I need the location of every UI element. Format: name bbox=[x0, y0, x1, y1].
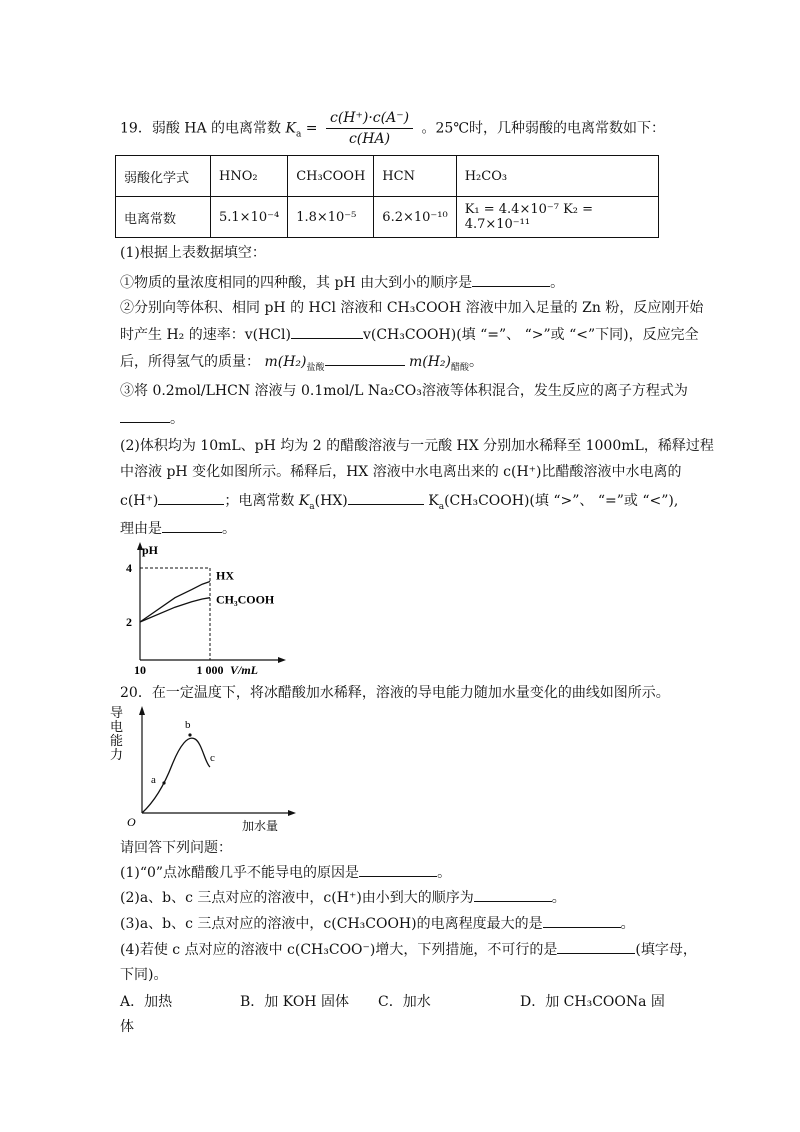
answer-blank[interactable] bbox=[348, 490, 424, 505]
series-label: HX bbox=[216, 568, 234, 583]
answer-blank[interactable] bbox=[557, 939, 635, 954]
punct: 。 bbox=[170, 411, 184, 427]
x-axis-label: 加水量 bbox=[241, 819, 278, 833]
point-b-marker bbox=[188, 733, 191, 736]
ka-numerator: c(H⁺)·c(A⁻) bbox=[326, 108, 413, 129]
q20-intro: 20．在一定温度下，将冰醋酸加水稀释，溶液的导电能力随加水量变化的曲线如图所示。 bbox=[120, 685, 670, 701]
q19-intro-text: 19．弱酸 HA 的电离常数 bbox=[120, 120, 282, 137]
table-cell: 6.2×10⁻¹⁰ bbox=[374, 197, 456, 238]
q20-part2 bbox=[120, 887, 566, 908]
ka-symbol: K bbox=[285, 120, 296, 137]
table-cell: 1.8×10⁻⁵ bbox=[288, 197, 374, 238]
series-line-ch3cooh bbox=[140, 598, 210, 622]
answer-blank[interactable] bbox=[158, 490, 224, 505]
table-cell: HNO₂ bbox=[211, 156, 288, 197]
table-row bbox=[116, 156, 659, 197]
q20-options bbox=[120, 992, 665, 1012]
x-axis-label: V/mL bbox=[230, 663, 259, 675]
table-cell: 弱酸化学式 bbox=[116, 156, 211, 197]
q19-intro bbox=[120, 108, 665, 149]
answer-blank[interactable] bbox=[359, 862, 437, 877]
q20-part4-line2: 下同)。 bbox=[120, 967, 168, 983]
equals-sign: = bbox=[305, 120, 318, 137]
y-axis-label: pH bbox=[142, 543, 159, 557]
answer-blank[interactable] bbox=[291, 324, 363, 339]
option-d-wrap: 体 bbox=[120, 1019, 134, 1035]
answer-blank[interactable] bbox=[474, 887, 552, 902]
option-b[interactable]: B．加 KOH 固体 bbox=[240, 994, 349, 1010]
q20-ask: 请回答下列问题： bbox=[120, 840, 232, 856]
ph-dilution-chart bbox=[110, 540, 290, 675]
mass-h2-hcl: m(H₂) bbox=[264, 354, 307, 370]
y-axis-arrow bbox=[139, 706, 145, 715]
sub-ch3cooh: 醋酸 bbox=[450, 362, 469, 373]
punct: 。 bbox=[469, 354, 483, 370]
table-cell: CH₃COOH bbox=[288, 156, 374, 197]
q19-part2-line4 bbox=[120, 518, 236, 539]
q19-part1-b-line3 bbox=[120, 351, 483, 378]
q19-part1-b-text-3: 后，所得氢气的质量： bbox=[120, 354, 260, 370]
q20-part3-text: (3)a、b、c 三点对应的溶液中，c(CH₃COOH)的电离程度最大的是 bbox=[120, 916, 543, 932]
q20-part2-text: (2)a、b、c 三点对应的溶液中，c(H⁺)由小到大的顺序为 bbox=[120, 890, 474, 906]
q19-part1-b-text: 时产生 H₂ 的速率：v(HCl) bbox=[120, 327, 291, 343]
q19-part1-b-text-2: v(CH₃COOH)(填 “=”、 “>”或 “<”下同)，反应完全 bbox=[362, 327, 699, 343]
answer-blank[interactable] bbox=[120, 408, 170, 423]
ionization-constant-table bbox=[115, 155, 659, 238]
point-a-label: a bbox=[151, 774, 156, 786]
ka-fraction bbox=[326, 108, 413, 149]
q19-part1-heading: (1)根据上表数据填空： bbox=[120, 245, 266, 261]
q20-part4-line1 bbox=[120, 939, 697, 960]
punct: 。 bbox=[551, 890, 566, 906]
y-tick-label: 2 bbox=[126, 615, 132, 629]
table-cell: HCN bbox=[374, 156, 456, 197]
q19-part1-c-line2 bbox=[120, 408, 184, 429]
x-tick-label: 10 bbox=[134, 663, 146, 675]
sub-hcl: 盐酸 bbox=[306, 362, 325, 373]
series-line-hx bbox=[140, 582, 210, 623]
q19-part1-b-line1: ②分别向等体积、相同 pH 的 HCl 溶液和 CH₃COOH 溶液中加入足量的 Zn 粉，反应刚开始 bbox=[120, 300, 704, 316]
q20-part3 bbox=[120, 913, 635, 934]
q19-part2-line2: 中溶液 pH 变化如图所示。稀释后，HX 溶液中水电离出来的 c(H⁺)比醋酸溶液中水电离的 bbox=[120, 464, 682, 480]
table-row bbox=[116, 197, 659, 238]
y-axis-label-char: 电 bbox=[110, 719, 124, 734]
ka-denominator: c(HA) bbox=[348, 131, 391, 147]
table-cell: 5.1×10⁻⁴ bbox=[211, 197, 288, 238]
answer-blank[interactable] bbox=[543, 913, 621, 928]
q19-part1-a bbox=[120, 272, 564, 293]
y-tick-label: 4 bbox=[126, 561, 132, 575]
x-tick-label: 1 000 bbox=[196, 663, 224, 675]
option-a[interactable]: A．加热 bbox=[120, 994, 173, 1010]
q20-part4-text-2: (填字母， bbox=[635, 942, 697, 958]
punct: 。 bbox=[550, 275, 565, 291]
y-axis-label-char: 力 bbox=[110, 747, 124, 762]
y-axis-label-char: 能 bbox=[110, 733, 124, 748]
q19-part2-line3: c(H⁺) ；电离常数 $K_a(HX)$ $K_a(CH_3COOH)$(填 “>”、 “=”或 “<”), bbox=[120, 490, 678, 517]
answer-blank[interactable] bbox=[325, 351, 405, 366]
q20-part4-text: (4)若使 c 点对应的溶液中 c(CH₃COO⁻)增大，下列措施，不可行的是 bbox=[120, 942, 558, 958]
q20-part1-text: (1)“0”点冰醋酸几乎不能导电的原因是 bbox=[120, 865, 360, 881]
y-axis-label-char: 导 bbox=[110, 705, 124, 720]
punct: 。 bbox=[620, 916, 635, 932]
q19-part1-b-line2 bbox=[120, 324, 699, 345]
q19-part1-a-text: ①物质的量浓度相同的四种酸，其 pH 由大到小的顺序是 bbox=[120, 275, 473, 291]
option-d[interactable]: D．加 CH₃COONa 固 bbox=[520, 994, 665, 1010]
punct: 。 bbox=[437, 865, 452, 881]
table-cell: K₁ = 4.4×10⁻⁷ K₂ = 4.7×10⁻¹¹ bbox=[456, 197, 658, 238]
option-c[interactable]: C．加水 bbox=[378, 994, 431, 1010]
y-axis-label bbox=[110, 705, 123, 762]
q19-part2-reason: 理由是 bbox=[120, 521, 162, 537]
x-axis-arrow bbox=[278, 657, 286, 663]
table-cell: 电离常数 bbox=[116, 197, 211, 238]
table-cell: H₂CO₃ bbox=[456, 156, 658, 197]
q19-part2-line1: (2)体积均为 10mL、pH 均为 2 的醋酸溶液与一元酸 HX 分别加水稀释至 1000mL，稀释过程 bbox=[120, 438, 714, 454]
point-c-label: c bbox=[210, 752, 215, 764]
point-a-marker bbox=[162, 781, 165, 784]
answer-blank[interactable] bbox=[472, 272, 550, 287]
x-axis-arrow bbox=[288, 810, 296, 816]
series-label: CH₃COOH bbox=[216, 592, 275, 607]
q20-part1 bbox=[120, 862, 451, 883]
q19-part2-text-3: (填 “>”、 “=”或 “<”), bbox=[529, 493, 679, 509]
conductivity-chart bbox=[110, 703, 300, 833]
ka-sub: a bbox=[295, 129, 302, 140]
point-b-label: b bbox=[185, 719, 191, 731]
q19-intro-text-2: 。25℃时，几种弱酸的电离常数如下： bbox=[421, 120, 665, 137]
origin-label: O bbox=[127, 815, 136, 829]
ka-sub-hx: a bbox=[309, 501, 315, 512]
q19-part1-c-line1: ③将 0.2mol/LHCN 溶液与 0.1mol/L Na₂CO₃溶液等体积混合，发生反应的离子方程式为 bbox=[120, 383, 688, 399]
answer-blank[interactable] bbox=[162, 518, 222, 533]
q19-part2-text-2: ；电离常数 bbox=[224, 493, 295, 509]
mass-h2-ch3cooh: m(H₂) bbox=[408, 354, 451, 370]
punct: 。 bbox=[222, 521, 236, 537]
q19-part2-text: c(H⁺) bbox=[120, 493, 159, 509]
